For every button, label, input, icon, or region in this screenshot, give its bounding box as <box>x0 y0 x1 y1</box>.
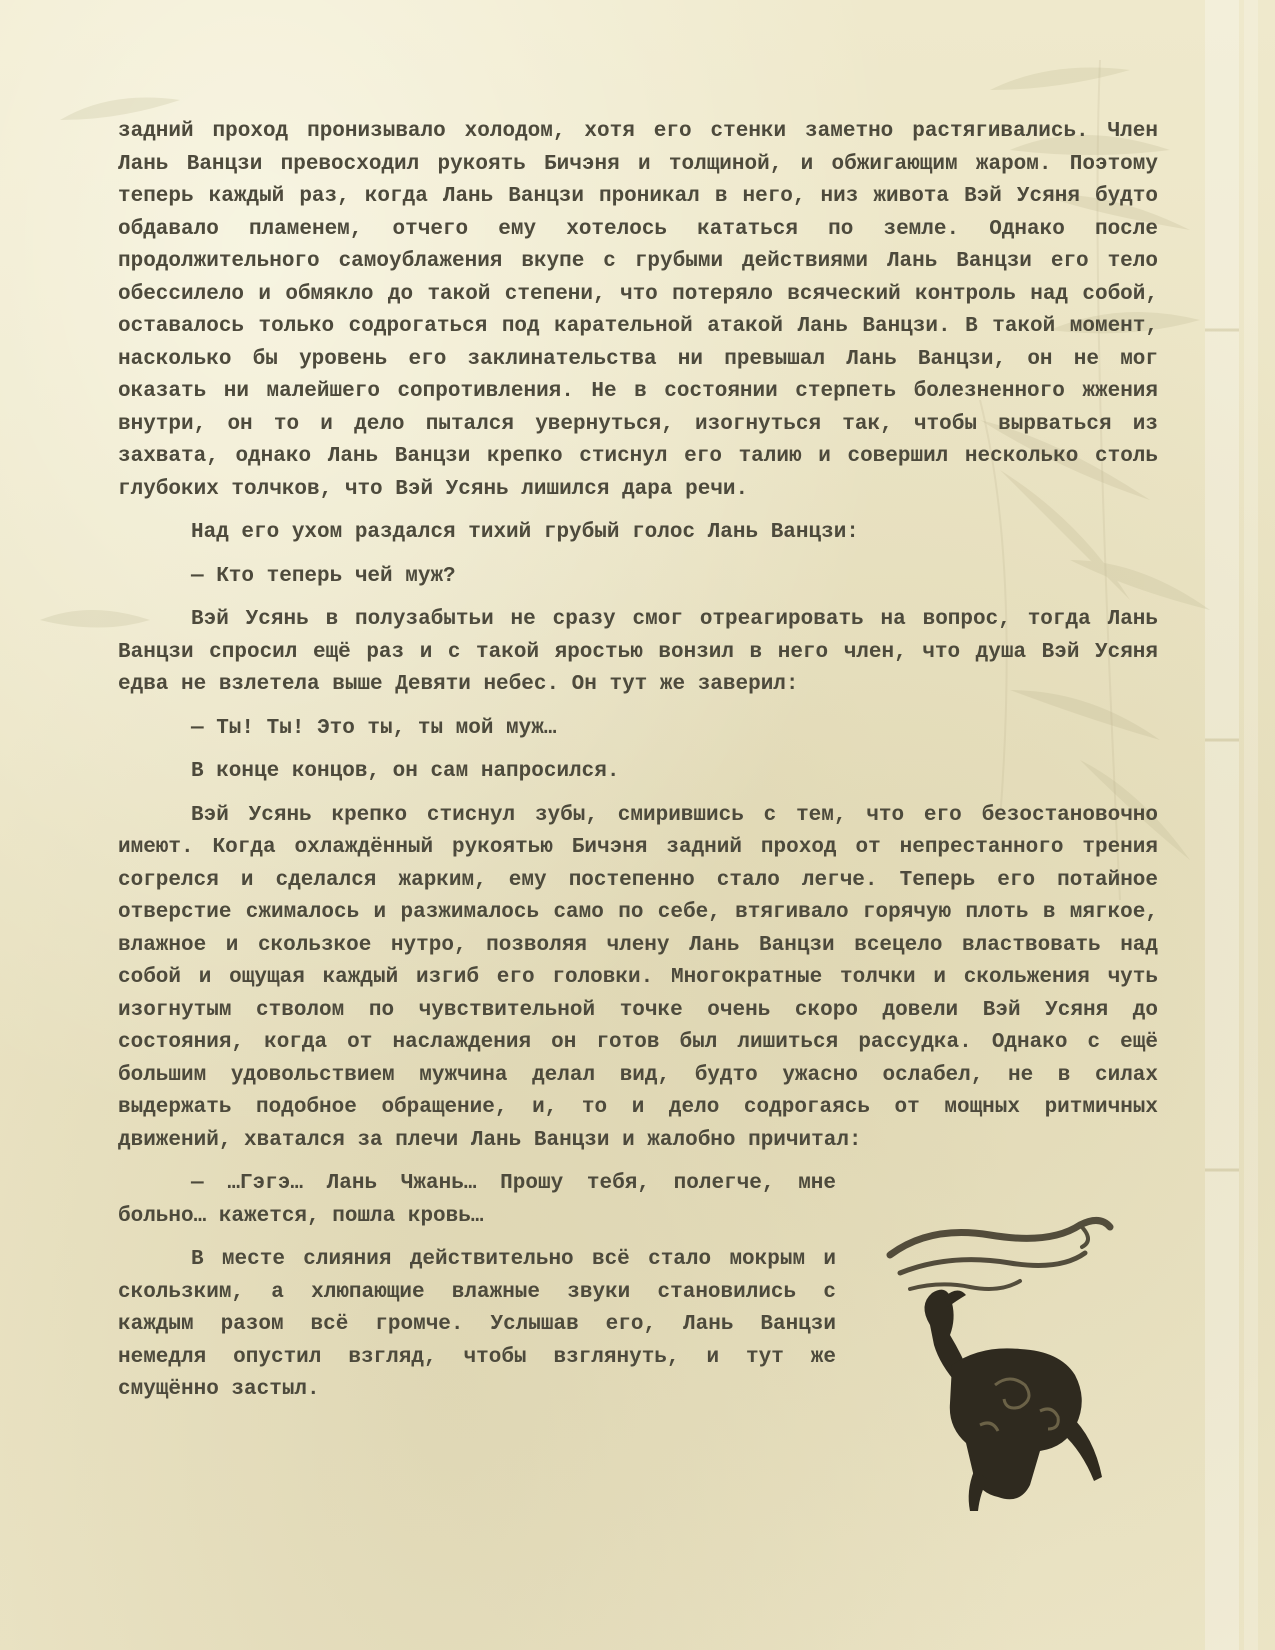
deer-ornament-icon <box>870 1215 1120 1515</box>
paragraph: Вэй Усянь в полузабытьи не сразу смог отреагировать на вопрос, тогда Лань Ванцзи спросил ещё раз и с такой яростью вонзил в него член, что душа Вэй Усяня едва не взлетела выше Девяти небес. Он тут же заверил: <box>118 608 1158 696</box>
bamboo-stalks <box>1205 0 1258 1650</box>
dialogue-line: — …Гэгэ… Лань Чжань… Прошу тебя, полегче, мне больно… кажется, пошла кровь… <box>118 1172 836 1228</box>
paragraph: задний проход пронизывало холодом, хотя его стенки заметно растягивались. Член Лань Ванцзи превосходил рукоять Бичэня и толщиной, и обжигающим жаром. Поэтому теперь каждый раз, когда Лань Ванцзи проникал в него, низ живота Вэй Усяня будто обдавало пламенем, отчего ему хотелось кататься по земле. Однако после продолжительного самоублажения вкупе с грубыми действиями Лань Ванцзи его тело обессилело и обмякло до такой степени, что потеряло всяческий контроль над собой, оставалось только содрогаться под карательной атакой Лань Ванцзи. В такой момент, насколько бы уровень его заклинательства ни превышал Лань Ванцзи, он не мог оказать ни малейшего сопротивления. Не в состоянии стерпеть болезненного жжения внутри, он то и дело пытался увернуться, изогнуться так, чтобы вырваться из захвата, однако Лань Ванцзи крепко стиснул его талию и совершил несколько столь глубоких толчков, что Вэй Усянь лишился дара речи. <box>118 120 1158 501</box>
paragraph: Над его ухом раздался тихий грубый голос Лань Ванцзи: <box>191 521 859 544</box>
paragraph: В конце концов, он сам напросился. <box>191 760 620 783</box>
paragraph: В месте слияния действительно всё стало мокрым и скользким, а хлюпающие влажные звуки становились с каждым разом всё громче. Услышав его, Лань Ванцзи немедля опустил взгляд, чтобы взглянуть, и тут же смущённо застыл. <box>118 1248 836 1401</box>
dialogue-line: — Ты! Ты! Это ты, ты мой муж… <box>191 716 557 740</box>
dialogue-line: — Кто теперь чей муж? <box>191 564 456 588</box>
paragraph: Вэй Усянь крепко стиснул зубы, смирившись с тем, что его безостановочно имеют. Когда охлаждённый рукоятью Бичэня задний проход от непрестанного трения согрелся и сделался жарким, ему постепенно стало легче. Теперь его потайное отверстие сжималось и разжималось само по себе, втягивало горячую плоть в мягкое, влажное и скользкое нутро, позволяя члену Лань Ванцзи всецело властвовать над собой и ощущая каждый изгиб его головки. Многократные толчки и скольжения чуть изогнутым стволом по чувствительной точке очень скоро довели Вэй Усяня до состояния, когда от наслаждения он готов был лишиться рассудка. Однако с ещё большим удовольствием мужчина делал вид, будто ужасно ослабел, не в силах выдержать подобное обращение, и, то и дело содрогаясь от мощных ритмичных движений, хватался за плечи Лань Ванцзи и жалобно причитал: <box>118 803 1158 1152</box>
